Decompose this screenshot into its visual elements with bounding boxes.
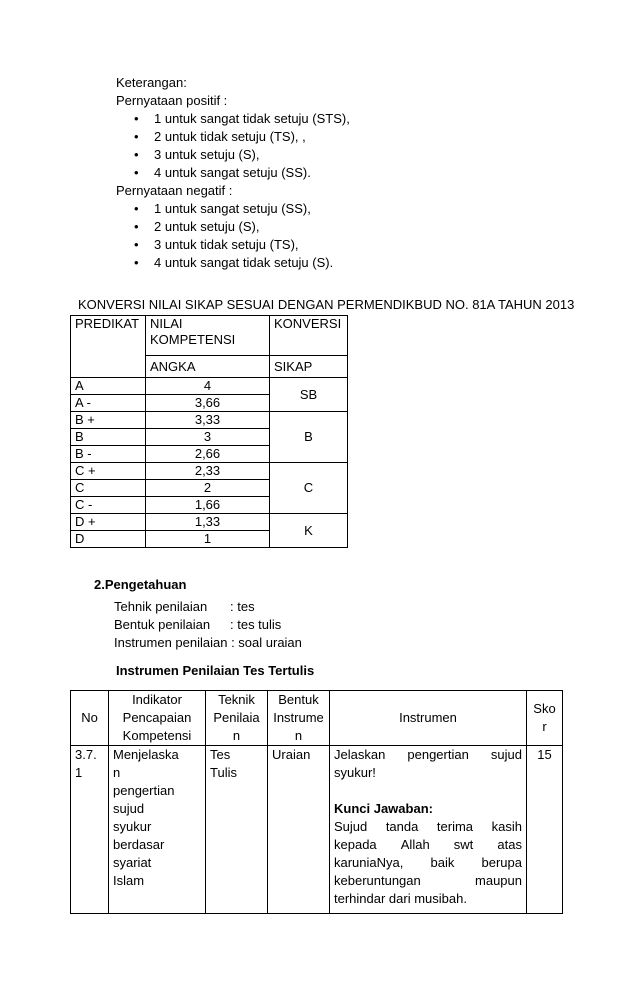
kunci-label: Kunci Jawaban: (334, 801, 433, 816)
header-text: Pencapaian (122, 710, 192, 725)
cell-predikat: B (71, 429, 146, 446)
cell-predikat: B - (71, 446, 146, 463)
cell-angka: 1,33 (146, 514, 270, 531)
negatif-list (116, 200, 350, 272)
word: sujud (490, 747, 522, 762)
header-angka: ANGKA (146, 356, 270, 378)
cell-bentuk: Uraian (268, 746, 330, 914)
header-nilai: NILAI KOMPETENSI (146, 316, 270, 356)
jawaban-line: terhindar dari musibah. (334, 891, 467, 906)
cell-text: n (113, 765, 121, 780)
cell-predikat: D (71, 531, 146, 548)
teknik-value: : tes (230, 599, 255, 614)
cell-angka: 3 (146, 429, 270, 446)
cell-text: Menjelaska (113, 747, 179, 762)
list-item: • 1 untuk sangat setuju (SS), (116, 200, 350, 218)
header-konversi: KONVERSI (270, 316, 348, 356)
header-text: Indikator (132, 692, 182, 707)
header-text: Penilaia (213, 710, 260, 725)
jawaban-line (334, 872, 522, 890)
cell-text: berdasar (113, 837, 165, 852)
word: berupa (481, 855, 522, 870)
table-row (71, 746, 563, 914)
header-text: n (294, 728, 303, 743)
header-text: Bentuk (278, 692, 319, 707)
cell-sikap: B (270, 412, 348, 463)
cell-teknik (206, 746, 268, 914)
cell-predikat: C (71, 480, 146, 497)
header-text: n (232, 728, 241, 743)
header-teknik (206, 691, 268, 746)
word: karuniaNya, (334, 855, 404, 870)
list-item: • 4 untuk sangat setuju (SS). (116, 164, 350, 182)
instrumen-table (70, 690, 563, 914)
word: baik (430, 855, 455, 870)
cell-skor: 15 (527, 746, 563, 914)
cell-angka: 3,33 (146, 412, 270, 429)
header-indikator (109, 691, 206, 746)
cell-text: Tulis (210, 765, 237, 780)
soal-line (334, 746, 522, 764)
keterangan-title: Keterangan: (116, 75, 187, 90)
positif-title: Pernyataan positif : (116, 93, 228, 108)
list-item: • 3 untuk setuju (S), (116, 146, 350, 164)
cell-angka: 2 (146, 480, 270, 497)
cell-sikap: C (270, 463, 348, 514)
word: pengertian (407, 747, 469, 762)
list-item: • 2 untuk tidak setuju (TS), , (116, 128, 350, 146)
cell-predikat: A (71, 378, 146, 395)
header-sikap: SIKAP (270, 356, 348, 378)
cell-text: Tes (210, 747, 231, 762)
soal-line: syukur! (334, 765, 376, 780)
cell-indikator (109, 746, 206, 914)
word: terima (436, 819, 474, 834)
pengetahuan-heading: 2.Pengetahuan (94, 577, 187, 592)
word: tanda (385, 819, 419, 834)
cell-predikat: A - (71, 395, 146, 412)
cell-no (71, 746, 109, 914)
bentuk-row (114, 616, 302, 634)
word: keberuntungan (334, 873, 421, 888)
cell-text: pengertian (113, 783, 175, 798)
header-bentuk (268, 691, 330, 746)
keterangan-section (116, 74, 350, 272)
cell-angka: 2,33 (146, 463, 270, 480)
cell-angka: 1 (146, 531, 270, 548)
pengetahuan-section (94, 577, 302, 652)
teknik-row (114, 598, 302, 616)
cell-sikap: SB (270, 378, 348, 412)
cell-text: Islam (113, 873, 145, 888)
list-item: • 4 untuk sangat tidak setuju (S). (116, 254, 350, 272)
header-text: Sko (533, 701, 556, 716)
word: kepada (334, 837, 377, 852)
word: Allah (400, 837, 430, 852)
cell-predikat: C - (71, 497, 146, 514)
word: Sujud (334, 819, 368, 834)
konversi-table (70, 315, 348, 548)
positif-list (116, 110, 350, 182)
header-text: Instrume (273, 710, 324, 725)
cell-sikap: K (270, 514, 348, 548)
jawaban-line (334, 836, 522, 854)
instrumen-text: Instrumen penilaian : soal uraian (114, 635, 302, 650)
cell-instrumen (330, 746, 527, 914)
cell-text: sujud (113, 801, 145, 816)
cell-text: syukur (113, 819, 152, 834)
header-text: r (542, 719, 547, 734)
cell-predikat: B + (71, 412, 146, 429)
word: Jelaskan (334, 747, 386, 762)
cell-text: 3.7. (75, 747, 97, 762)
teknik-label: Tehnik penilaian (114, 599, 208, 614)
bentuk-value: : tes tulis (230, 617, 282, 632)
word: atas (497, 837, 522, 852)
list-item: • 2 untuk setuju (S), (116, 218, 350, 236)
header-text: Teknik (218, 692, 255, 707)
konversi-title: KONVERSI NILAI SIKAP SESUAI DENGAN PERMENDIKBUD NO. 81A TAHUN 2013 (78, 297, 575, 312)
cell-angka: 2,66 (146, 446, 270, 463)
instrumen-title: Instrumen Penilaian Tes Tertulis (116, 663, 315, 678)
header-skor (527, 691, 563, 746)
cell-text: 1 (75, 765, 83, 780)
cell-angka: 1,66 (146, 497, 270, 514)
header-instrumen: Instrumen (330, 691, 527, 746)
word: kasih (491, 819, 522, 834)
header-predikat: PREDIKAT (71, 316, 146, 378)
jawaban-line (334, 854, 522, 872)
header-no: No (71, 691, 109, 746)
cell-angka: 4 (146, 378, 270, 395)
negatif-title: Pernyataan negatif : (116, 183, 233, 198)
cell-text: syariat (113, 855, 152, 870)
bentuk-label: Bentuk penilaian (114, 617, 211, 632)
header-text: Kompetensi (122, 728, 192, 743)
list-item: • 3 untuk tidak setuju (TS), (116, 236, 350, 254)
cell-angka: 3,66 (146, 395, 270, 412)
jawaban-line (334, 818, 522, 836)
list-item: • 1 untuk sangat tidak setuju (STS), (116, 110, 350, 128)
word: swt (453, 837, 474, 852)
word: maupun (475, 873, 522, 888)
cell-predikat: D + (71, 514, 146, 531)
cell-predikat: C + (71, 463, 146, 480)
